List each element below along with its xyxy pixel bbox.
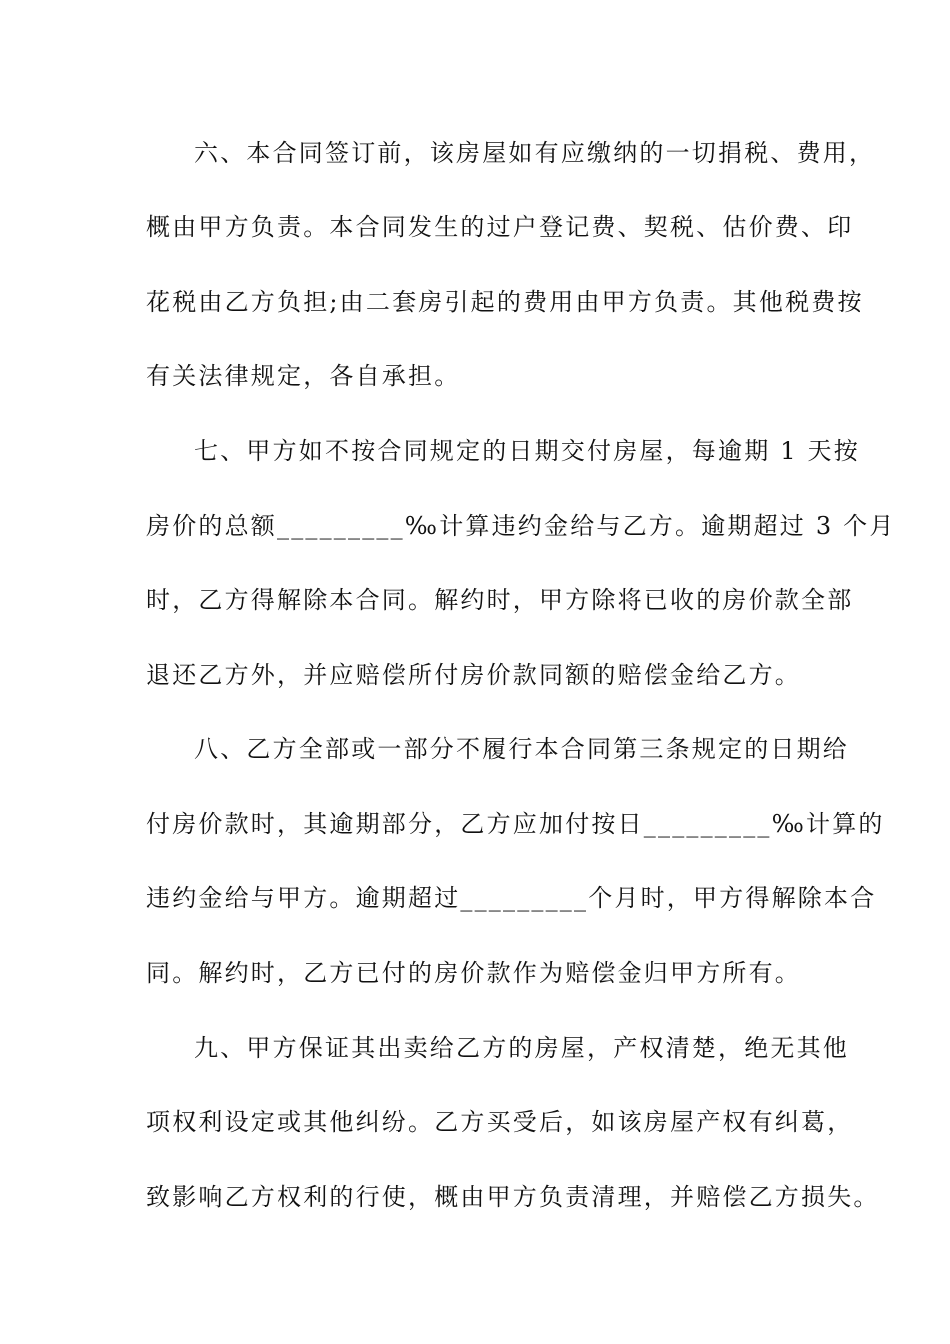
clause-6-line-3: 花税由乙方负担;由二套房引起的费用由甲方负责。其他税费按: [146, 288, 864, 316]
clause-9-line-3: 致影响乙方权利的行使，概由甲方负责清理，并赔偿乙方损失。: [146, 1183, 880, 1211]
clause-7-line-3: 时，乙方得解除本合同。解约时，甲方除将已收的房价款全部: [146, 586, 854, 614]
clause-8-line-2: 付房价款时，其逾期部分，乙方应加付按日_________‰计算的: [146, 810, 885, 838]
clause-6-line-4: 有关法律规定，各自承担。: [146, 362, 461, 390]
clause-7-line-2: 房价的总额_________‰计算违约金给与乙方。逾期超过 3 个月: [146, 512, 896, 540]
clause-6-line-1: 六、本合同签订前，该房屋如有应缴纳的一切捐税、费用，: [194, 139, 876, 167]
clause-9-line-2: 项权利设定或其他纠纷。乙方买受后，如该房屋产权有纠葛，: [146, 1108, 854, 1136]
clause-7-line-4: 退还乙方外，并应赔偿所付房价款同额的赔偿金给乙方。: [146, 661, 801, 689]
clause-8-line-1: 八、乙方全部或一部分不履行本合同第三条规定的日期给: [194, 735, 849, 763]
clause-8-line-4: 同。解约时，乙方已付的房价款作为赔偿金归甲方所有。: [146, 959, 801, 987]
clause-6-line-2: 概由甲方负责。本合同发生的过户登记费、契税、估价费、印: [146, 213, 854, 241]
clause-9-line-1: 九、甲方保证其出卖给乙方的房屋，产权清楚，绝无其他: [194, 1034, 849, 1062]
clause-8-line-3: 违约金给与甲方。逾期超过_________个月时，甲方得解除本合: [146, 884, 877, 912]
clause-7-line-1: 七、甲方如不按合同规定的日期交付房屋，每逾期 1 天按: [194, 437, 860, 465]
